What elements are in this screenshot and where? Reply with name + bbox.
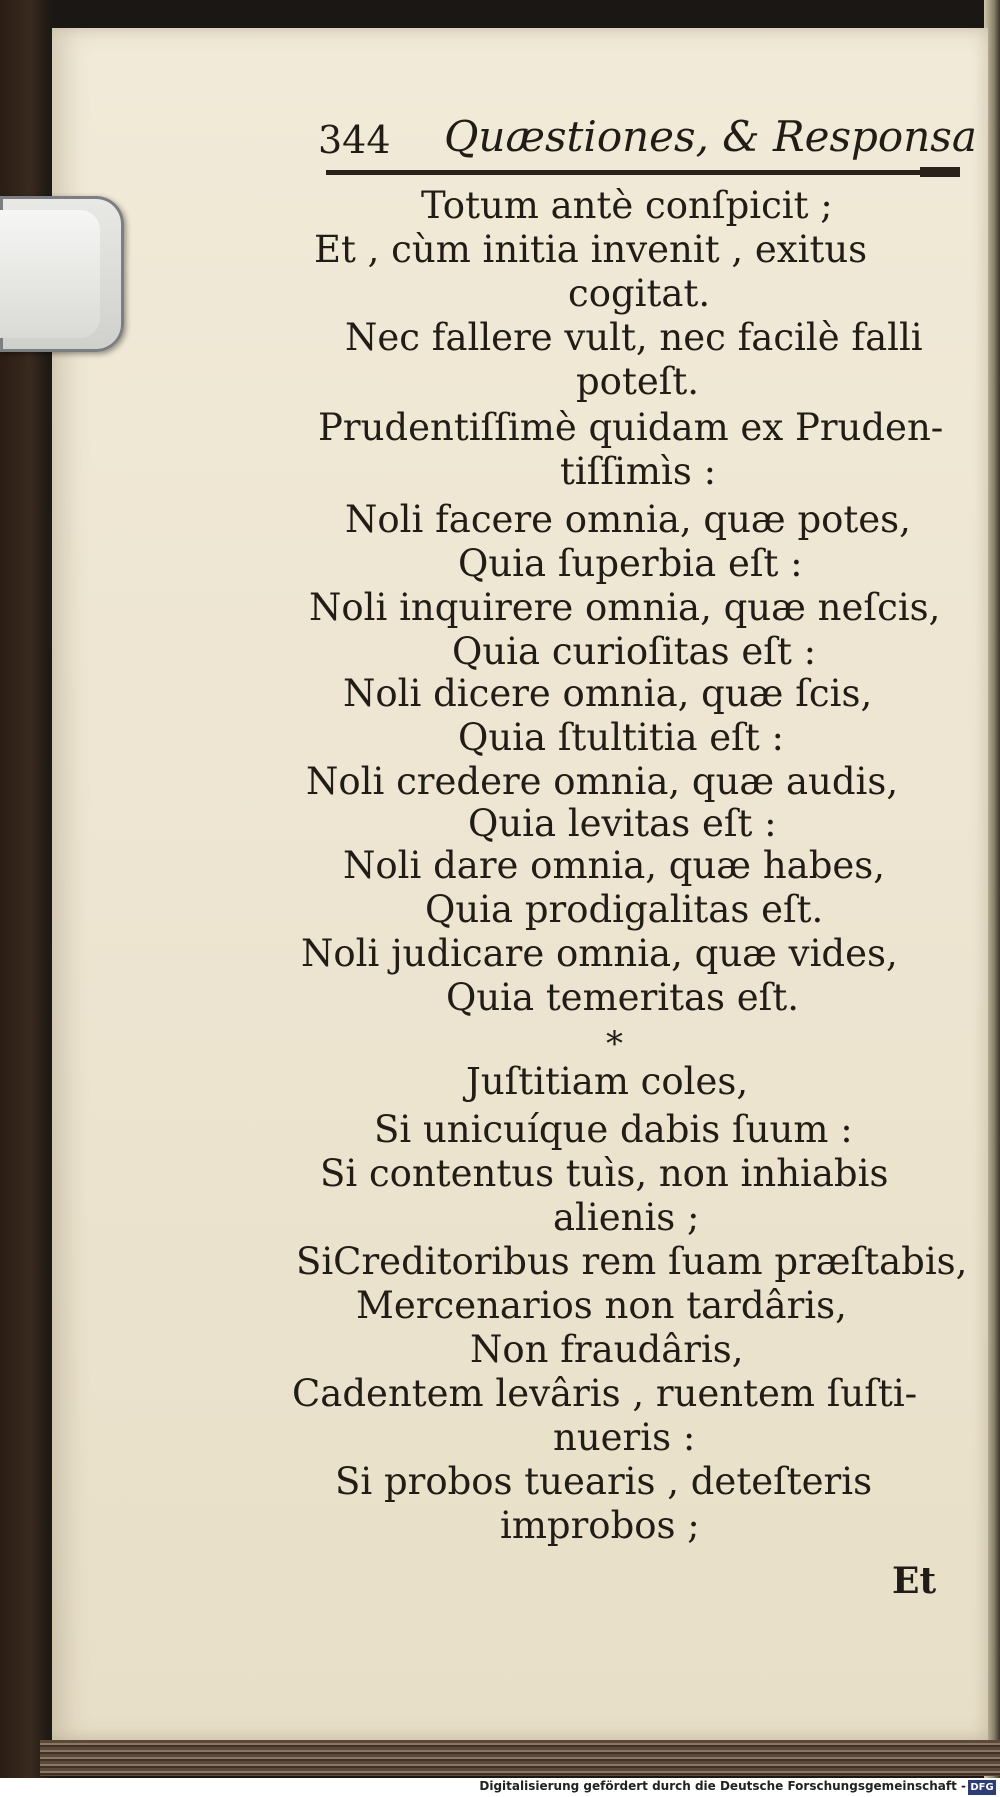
dfg-logo: DFG [968, 1780, 996, 1795]
text-line: Quia ſuperbia eſt : [458, 542, 803, 585]
text-line: Non fraudâris, [470, 1328, 744, 1371]
text-line: SiCreditoribus rem ſuam præſtabis, [296, 1240, 968, 1283]
page-number: 344 [318, 118, 391, 162]
text-line: Juſtitiam coles, [466, 1060, 749, 1103]
digitization-credit: Digitalisierung gefördert durch die Deutsche Forschungsgemeinschaft - [479, 1779, 966, 1793]
text-line: nueris : [553, 1416, 696, 1459]
text-line: alienis ; [553, 1196, 700, 1239]
page-clip [0, 196, 124, 352]
text-line: Noli facere omnia, quæ potes, [345, 498, 911, 541]
page-clip-inner [0, 210, 100, 338]
text-line: Quia temeritas eſt. [446, 976, 799, 1019]
text-line: Prudentiſſimè quidam ex Pruden- [318, 406, 944, 449]
catchword: Et [892, 1560, 937, 1602]
text-line: Noli judicare omnia, quæ vides, [301, 932, 898, 975]
text-line: Totum antè conſpicit ; [421, 184, 833, 227]
text-line: Noli credere omnia, quæ audis, [306, 760, 899, 803]
text-line: Et , cùm initia invenit , exitus [314, 228, 868, 271]
text-line: Noli inquirere omnia, quæ neſcis, [309, 586, 941, 629]
text-line: Quia curioſitas eſt : [452, 630, 817, 673]
text-line: Noli dare omnia, quæ habes, [343, 844, 886, 887]
page-stack-edge [40, 1740, 1000, 1776]
text-line: Si unicuíque dabis ſuum : [374, 1108, 853, 1151]
text-line: Mercenarios non tardâris, [356, 1284, 847, 1327]
text-line: Quia ſtultitia eſt : [458, 716, 784, 759]
text-line: Si probos tuearis , deteſteris [335, 1460, 873, 1503]
running-head: Quæstiones, & Responsa [444, 112, 977, 161]
text-line: tiſſimìs : [560, 450, 717, 493]
text-line: Cadentem levâris , ruentem ſuſti- [292, 1372, 918, 1415]
text-line: Noli dicere omnia, quæ ſcis, [343, 672, 873, 715]
text-line: Nec fallere vult, nec facilè falli [345, 316, 923, 359]
text-line: improbos ; [500, 1504, 700, 1547]
section-separator: * [606, 1024, 623, 1064]
text-line: poteſt. [576, 360, 700, 403]
header-rule [326, 170, 960, 175]
text-line: Si contentus tuìs, non inhiabis [320, 1152, 889, 1195]
text-line: cogitat. [568, 272, 711, 315]
text-line: Quia prodigalitas eſt. [425, 888, 824, 931]
text-line: Quia levitas eſt : [468, 802, 777, 845]
